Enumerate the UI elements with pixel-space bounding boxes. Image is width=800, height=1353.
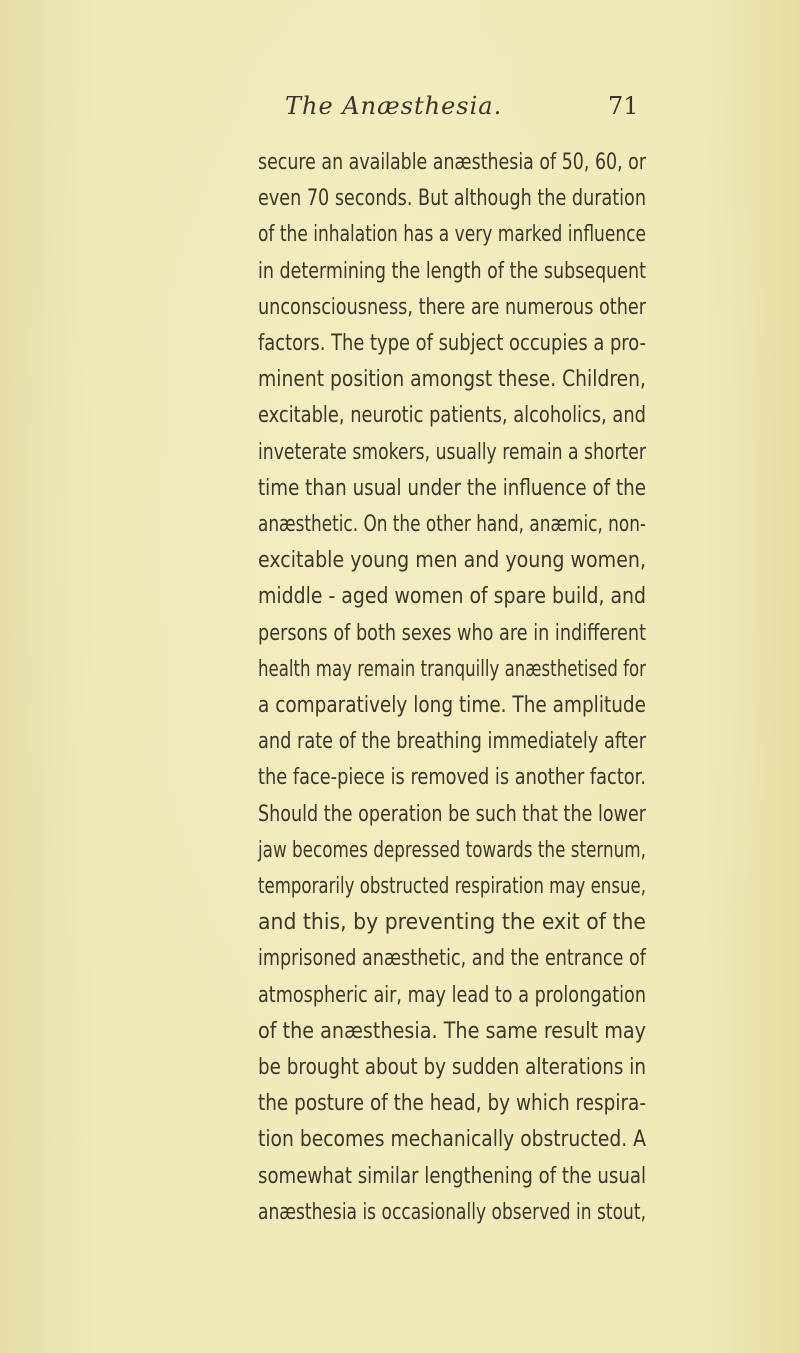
text-line: excitable, neurotic patients, alcoholics, and <box>258 403 646 429</box>
text-line: tion becomes mechanically obstructed. A <box>258 1127 646 1153</box>
text-line: somewhat similar lengthening of the usual <box>258 1163 646 1189</box>
text-line: anæsthetic. On the other hand, anæmic, non- <box>258 512 646 538</box>
text-line: jaw becomes depressed towards the sternum, <box>258 837 646 863</box>
text-line: of the anæsthesia. The same result may <box>258 1018 646 1044</box>
text-line: even 70 seconds. But although the duration <box>258 186 646 212</box>
text-line: middle - aged women of spare build, and <box>258 584 646 610</box>
running-head <box>0 92 800 132</box>
text-line: in determining the length of the subsequent <box>258 258 646 284</box>
text-line: atmospheric air, may lead to a prolongation <box>258 982 646 1008</box>
text-line: persons of both sexes who are in indifferent <box>258 620 646 646</box>
text-line: anæsthesia is occasionally observed in stout, <box>258 1199 646 1225</box>
running-head-title: The Anæsthesia. <box>285 92 503 120</box>
text-line: Should the operation be such that the lower <box>258 801 646 827</box>
text-line: health may remain tranquilly anæsthetised for <box>258 656 646 682</box>
text-line: imprisoned anæsthetic, and the entrance of <box>258 946 646 972</box>
text-line: be brought about by sudden alterations in <box>258 1055 646 1081</box>
text-line: time than usual under the influence of the <box>258 475 646 501</box>
text-line: a comparatively long time. The amplitude <box>258 693 646 719</box>
text-line: unconsciousness, there are numerous other <box>258 294 646 320</box>
body-text <box>258 145 646 1231</box>
text-line: of the inhalation has a very marked influence <box>258 222 646 248</box>
text-line: temporarily obstructed respiration may ensue, <box>258 874 646 900</box>
page-number: 71 <box>608 92 639 120</box>
text-line: and rate of the breathing immediately after <box>258 729 646 755</box>
text-line: minent position amongst these. Children, <box>258 367 646 393</box>
text-line: the posture of the head, by which respira- <box>258 1091 646 1117</box>
text-line: excitable young men and young women, <box>258 548 646 574</box>
text-line: factors. The type of subject occupies a pro- <box>258 331 646 357</box>
text-line: and this, by preventing the exit of the <box>258 910 646 936</box>
text-line: secure an available anæsthesia of 50, 60, or <box>258 150 646 175</box>
text-line: inveterate smokers, usually remain a shorter <box>258 439 646 465</box>
text-line: the face-piece is removed is another factor. <box>258 765 646 791</box>
